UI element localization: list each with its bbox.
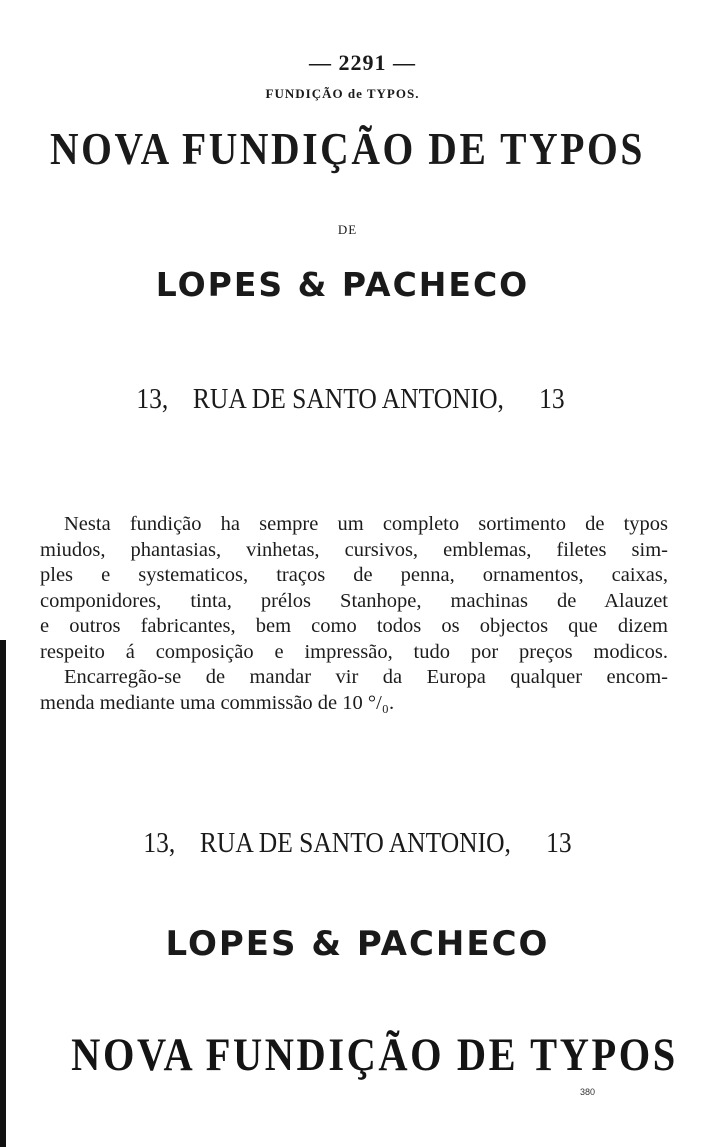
address-number: 13, xyxy=(136,383,169,415)
paragraph-line: respeito á composição e impressão, tudo por preços modicos. xyxy=(40,640,668,663)
paragraph-line: ples e systematicos, traços de penna, ornamentos, caixas, xyxy=(40,564,668,586)
paragraph-line: componidores, tinta, prélos Stanhope, machinas de Alauzet xyxy=(40,589,668,612)
page-title-bottom: NOVA FUNDIÇÃO DE TYPOS xyxy=(71,1029,678,1081)
page-edge-shadow xyxy=(0,640,6,1147)
address-line xyxy=(32,383,670,416)
address-number-end: 13 xyxy=(546,827,572,859)
section-header: FUNDIÇÃO de TYPOS. xyxy=(265,86,420,101)
firm-name: LOPES & PACHECO xyxy=(155,265,530,304)
paragraph-line: Encarregão-se de mandar vir da Europa qualquer encom- xyxy=(64,666,668,688)
page-code: 380 xyxy=(580,1087,596,1097)
paragraph-line: menda mediante uma commissão de 10 °/₀. xyxy=(40,691,395,714)
address-line-bottom xyxy=(39,827,677,860)
address-number: 13, xyxy=(143,827,176,859)
description-paragraph xyxy=(40,512,668,716)
address-street: RUA DE SANTO ANTONIO, xyxy=(199,827,511,859)
paragraph-line: miudos, phantasias, vinhetas, cursivos, emblemas, filetes sim- xyxy=(40,538,668,561)
address-street: RUA DE SANTO ANTONIO, xyxy=(192,383,504,415)
page-number: — 2291 — xyxy=(309,50,416,75)
paragraph-line: e outros fabricantes, bem como todos os objectos que dizem xyxy=(40,615,668,637)
firm-name-bottom: LOPES & PACHECO xyxy=(165,924,550,964)
page-title: NOVA FUNDIÇÃO DE TYPOS xyxy=(50,123,645,174)
paragraph-line: Nesta fundição ha sempre um completo sortimento de typos xyxy=(64,513,668,535)
title-connector: DE xyxy=(337,222,358,237)
address-number-end: 13 xyxy=(539,383,565,415)
